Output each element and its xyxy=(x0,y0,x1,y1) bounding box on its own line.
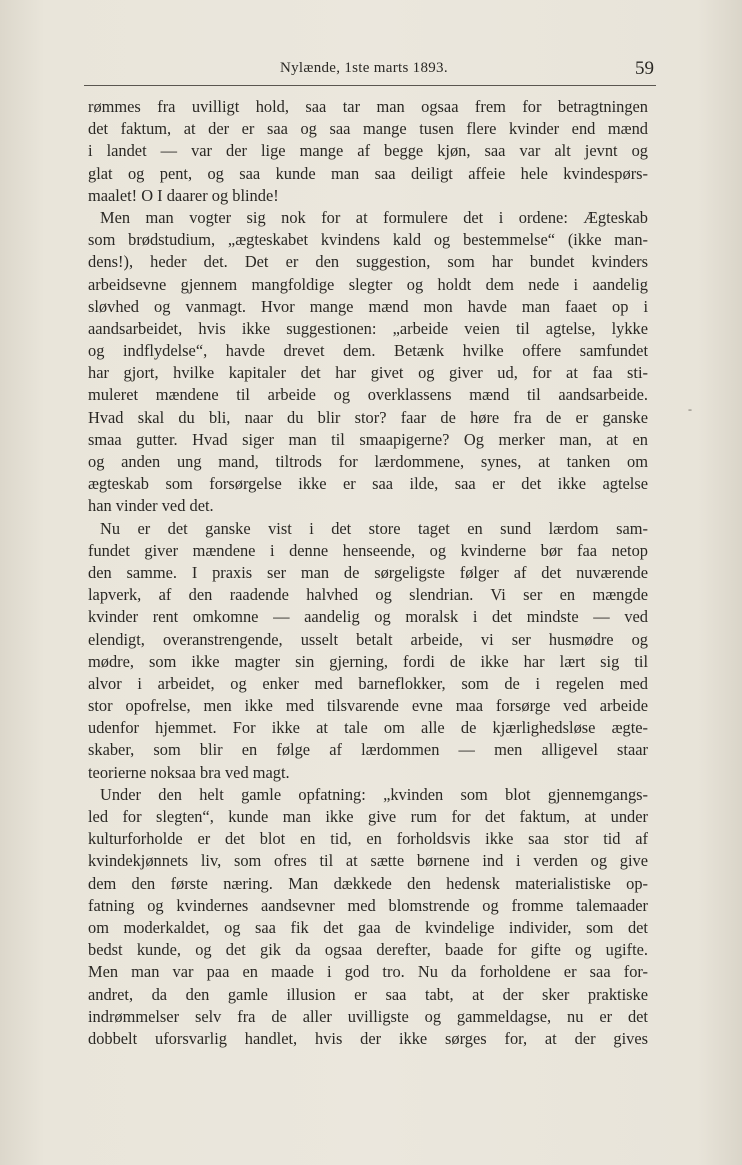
running-head: Nylænde, 1ste marts 1893. xyxy=(280,60,448,76)
text-line: kvinder rent omkomne — aandelig og moralsk i det mindste — ved xyxy=(88,607,648,627)
header-rule xyxy=(84,85,656,86)
text-line: den samme. I praxis ser man de sørgeligste følger af det nuværende xyxy=(88,562,648,582)
text-line: dobbelt uforsvarlig handlet, hvis der ikke sørges for, at der gives xyxy=(88,1028,648,1048)
text-line: har gjort, hvilke kapitaler det har givet og giver ud, for at faa sti- xyxy=(88,363,648,383)
text-line: muleret mændene til arbeide og overklassens mænd til aandsarbeide. xyxy=(88,385,648,405)
text-line: aandsarbeidet, hvis ikke suggestionen: „arbeide veien til agtelse, lykke xyxy=(88,318,648,338)
text-line: sløvhed og vanmagt. Hvor mange mænd mon havde man faaet op i xyxy=(88,296,648,316)
text-line: udenfor hjemmet. For ikke at tale om alle de kjærlighedsløse ægte- xyxy=(88,718,648,738)
text-line: teorierne noksaa bra ved magt. xyxy=(88,762,290,782)
margin-mark: - xyxy=(688,402,692,416)
text-line: lapverk, af den raadende halvhed og slendrian. Vi ser en mængde xyxy=(88,585,648,605)
text-line: bedst kunde, og det gik da ogsaa derefter, baade for gifte og ugifte. xyxy=(88,940,648,960)
text-line: skaber, som blir en følge af lærdommen — men alligevel staar xyxy=(88,740,648,760)
text-line: i landet — var der lige mange af begge kjøn, saa var alt jevnt og xyxy=(88,141,648,161)
text-line: led for slegten“, kunde man ikke give rum for det faktum, at under xyxy=(88,807,648,826)
text-line: dem den første næring. Man dækkede den hedensk materialistiske op- xyxy=(88,873,648,893)
text-line: og anden ung mand, tiltrods for lærdommene, synes, at tanken om xyxy=(88,452,648,471)
text-line: Men man vogter sig nok for at formulere det i ordene: Ægteskab xyxy=(100,207,648,227)
text-line: Hvad skal du bli, naar du blir stor? faar de høre fra de er ganske xyxy=(88,407,648,427)
text-line: smaa gutter. Hvad siger man til smaapigerne? Og merker man, at en xyxy=(88,429,648,449)
text-line: elendigt, overanstrengende, usselt betalt arbeide, vi ser husmødre og xyxy=(88,629,648,649)
text-line: stor opofrelse, men ikke med tilsvarende evne maa forsørge ved arbeide xyxy=(88,696,648,716)
page-number: 59 xyxy=(635,58,654,79)
page-header xyxy=(84,58,656,84)
text-line: arbeidsevne gjennem mangfoldige slegter og holdt dem nede i aandelig xyxy=(88,274,648,294)
text-line: Under den helt gamle opfatning: „kvinden som blot gjennemgangs- xyxy=(100,784,648,804)
text-line: han vinder ved det. xyxy=(88,496,214,516)
text-line: det faktum, at der er saa og saa mange tusen flere kvinder end mænd xyxy=(88,119,648,139)
text-line: rømmes fra uvilligt hold, saa tar man ogsaa frem for betragtningen xyxy=(88,97,648,116)
text-line: Nu er det ganske vist i det store taget en sund lærdom sam- xyxy=(100,518,648,538)
text-line: kvindekjønnets liv, som ofres til at sætte børnene ind i verden og give xyxy=(88,851,648,871)
text-line: alvor i arbeidet, og enker med barneflokker, som de i regelen med xyxy=(88,673,648,693)
text-line: maalet! O I daarer og blinde! xyxy=(88,185,279,205)
text-line: andret, da den gamle illusion er saa tabt, at der sker praktiske xyxy=(88,984,648,1004)
text-line: fundet giver mændene i denne henseende, og kvinderne bør faa netop xyxy=(88,540,648,560)
body-text xyxy=(88,96,648,1050)
text-line: mødre, som ikke magter sin gjerning, fordi de ikke har lært sig til xyxy=(88,651,648,671)
text-line: ægteskab som forsørgelse ikke er saa ilde, saa er det ikke agtelse xyxy=(88,474,648,494)
text-line: dens!), heder det. Det er den suggestion, som har bundet kvinders xyxy=(88,252,648,272)
text-line: om moderkaldet, og saa fik det gaa de kvindelige individer, som det xyxy=(88,917,648,937)
text-line: fatning og kvindernes aandsevner med blomstrende og fromme talemaader xyxy=(88,895,648,915)
text-line: indrømmelser selv fra de aller uvilligste og gammeldagse, nu er det xyxy=(88,1006,648,1026)
text-line: glat og pent, og saa kunde man saa deiligt affeie hele kvindespørs- xyxy=(88,163,648,183)
text-line: som brødstudium, „ægteskabet kvindens kald og bestemmelse“ (ikke man- xyxy=(88,230,648,250)
text-line: kulturforholde er det blot en tid, en forholdsvis ikke saa stor tid af xyxy=(88,829,648,849)
text-line: Men man var paa en maade i god tro. Nu da forholdene er saa for- xyxy=(88,962,648,982)
text-line: og indflydelse“, havde drevet dem. Betænk hvilke offere samfundet xyxy=(88,341,648,361)
